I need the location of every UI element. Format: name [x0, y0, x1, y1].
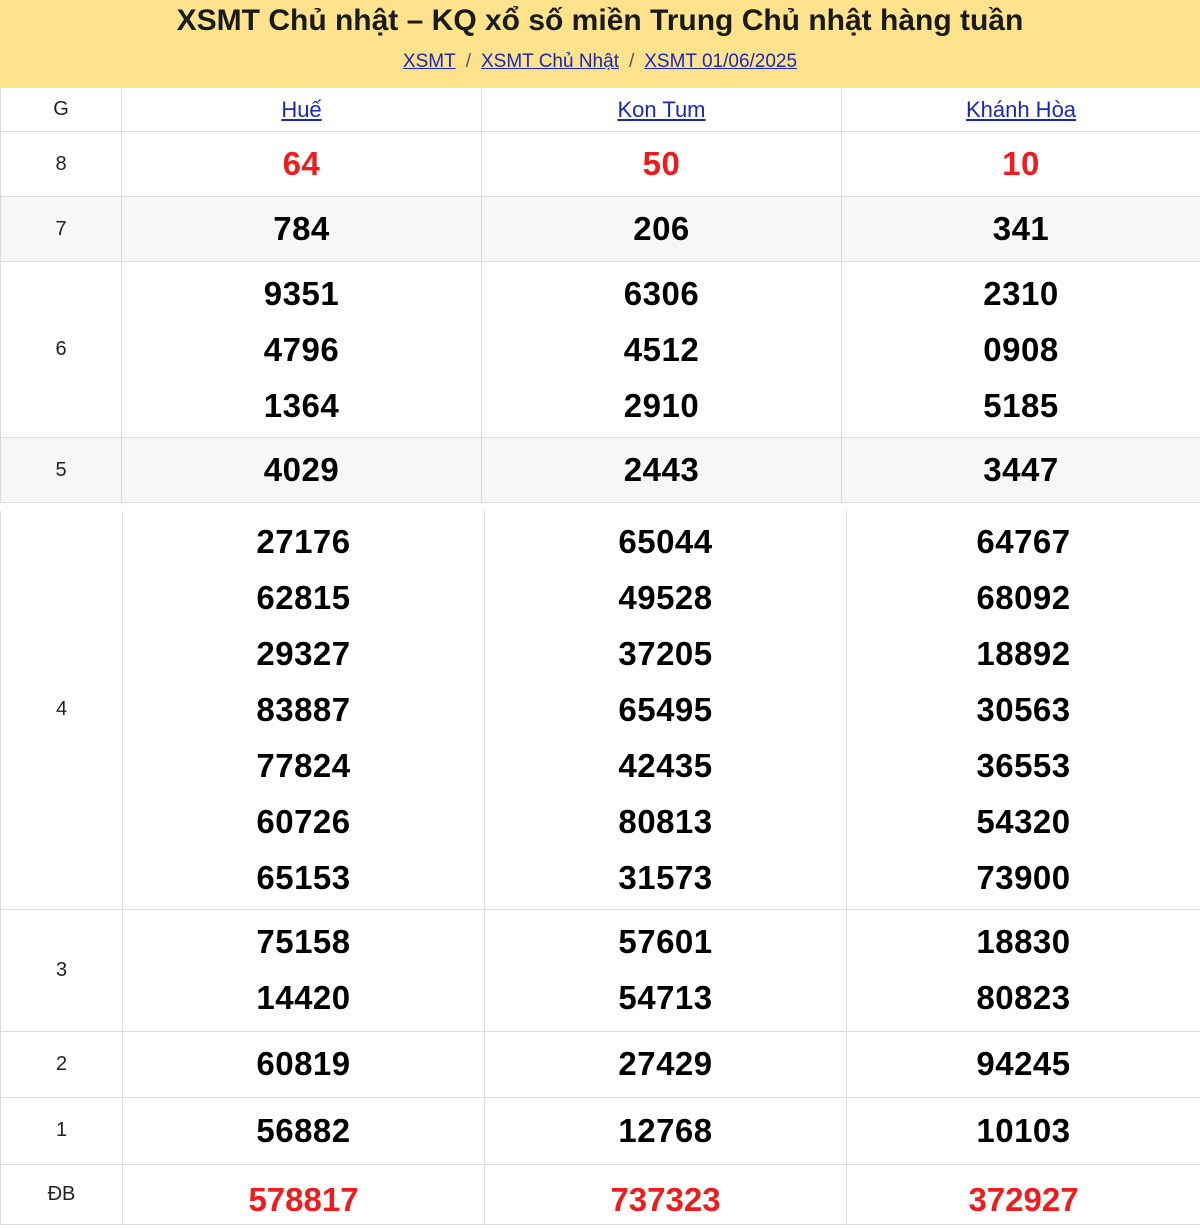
result-cell: [123, 1031, 485, 1097]
result-number: 65495: [485, 682, 846, 738]
results-table-top: [0, 87, 1200, 503]
result-cell: [847, 909, 1200, 1031]
page-title: XSMT Chủ nhật – KQ xổ số miền Trung Chủ nhật hàng tuần: [0, 3, 1200, 39]
result-number: 94245: [847, 1036, 1200, 1092]
result-number: 60819: [123, 1036, 484, 1092]
result-number: 37205: [485, 626, 846, 682]
result-number: 54713: [485, 970, 846, 1026]
breadcrumb-separator: /: [629, 51, 634, 72]
result-number: 2910: [482, 378, 841, 434]
result-cell: [847, 511, 1200, 909]
result-number: 31573: [485, 850, 846, 906]
result-number: 372927: [847, 1172, 1200, 1228]
result-number: 4796: [122, 322, 481, 378]
result-number: 36553: [847, 738, 1200, 794]
result-number: 60726: [123, 794, 484, 850]
prize-label: 1: [1, 1097, 123, 1164]
result-cell: [482, 132, 842, 197]
result-number: 73900: [847, 850, 1200, 906]
result-number: 30563: [847, 682, 1200, 738]
prize-row-2: [1, 1031, 1200, 1097]
result-cell: [842, 262, 1200, 438]
result-number: 578817: [123, 1172, 484, 1228]
result-number: 14420: [123, 970, 484, 1026]
result-number: 80813: [485, 794, 846, 850]
result-cell: [485, 1031, 847, 1097]
result-number: 9351: [122, 266, 481, 322]
result-cell: [482, 197, 842, 262]
prize-label: 6: [1, 262, 122, 438]
result-cell: [482, 438, 842, 503]
province-link-khanh-hoa[interactable]: Khánh Hòa: [966, 97, 1076, 122]
province-header-khanh-hoa: [842, 88, 1200, 132]
result-number: 18892: [847, 626, 1200, 682]
province-link-kon-tum[interactable]: Kon Tum: [617, 97, 705, 122]
result-number: 83887: [123, 682, 484, 738]
prize-label: 7: [1, 197, 122, 262]
result-number: 57601: [485, 914, 846, 970]
result-cell: [123, 511, 485, 909]
prize-row-8: [1, 132, 1200, 197]
result-number: 29327: [123, 626, 484, 682]
prize-row-6: [1, 262, 1200, 438]
result-number: 784: [122, 201, 481, 257]
result-number: 75158: [123, 914, 484, 970]
result-number: 737323: [485, 1172, 846, 1228]
prize-row-5: [1, 438, 1200, 503]
prize-row-4: [1, 511, 1200, 909]
result-number: 64: [122, 136, 481, 192]
result-cell: [842, 197, 1200, 262]
result-number: 54320: [847, 794, 1200, 850]
result-number: 68092: [847, 570, 1200, 626]
result-number: 49528: [485, 570, 846, 626]
breadcrumb-date[interactable]: XSMT 01/06/2025: [644, 51, 797, 72]
result-cell: [847, 1031, 1200, 1097]
result-cell: [122, 438, 482, 503]
result-number: 341: [842, 201, 1200, 257]
prize-label: 8: [1, 132, 122, 197]
result-cell: [485, 909, 847, 1031]
result-cell: [482, 262, 842, 438]
result-cell: [123, 909, 485, 1031]
result-number: 1364: [122, 378, 481, 434]
breadcrumb: [0, 49, 1200, 75]
prize-label: 2: [1, 1031, 123, 1097]
result-number: 4029: [122, 442, 481, 498]
province-header-kon-tum: [482, 88, 842, 132]
prize-label: 3: [1, 909, 123, 1031]
result-number: 5185: [842, 378, 1200, 434]
result-number: 2310: [842, 266, 1200, 322]
province-link-hue[interactable]: Huế: [281, 97, 321, 122]
result-cell: [122, 132, 482, 197]
prize-row-7: [1, 197, 1200, 262]
prize-row-special: [1, 1164, 1200, 1224]
result-number: 50: [482, 136, 841, 192]
results-table-bottom: [0, 511, 1200, 1225]
result-cell: [485, 1097, 847, 1164]
prize-column-header: G: [1, 88, 122, 132]
result-number: 6306: [482, 266, 841, 322]
prize-label: 5: [1, 438, 122, 503]
result-number: 27429: [485, 1036, 846, 1092]
result-cell: [123, 1097, 485, 1164]
result-number: 77824: [123, 738, 484, 794]
result-number: 65044: [485, 514, 846, 570]
result-number: 62815: [123, 570, 484, 626]
result-number: 42435: [485, 738, 846, 794]
result-cell: [123, 1164, 485, 1224]
result-cell: [842, 132, 1200, 197]
result-number: 206: [482, 201, 841, 257]
breadcrumb-xsmt[interactable]: XSMT: [403, 51, 456, 72]
result-number: 80823: [847, 970, 1200, 1026]
result-number: 64767: [847, 514, 1200, 570]
result-number: 10103: [847, 1103, 1200, 1159]
result-cell: [485, 1164, 847, 1224]
result-number: 56882: [123, 1103, 484, 1159]
prize-label: ĐB: [1, 1164, 123, 1224]
result-number: 3447: [842, 442, 1200, 498]
result-cell: [122, 197, 482, 262]
result-number: 65153: [123, 850, 484, 906]
result-cell: [485, 511, 847, 909]
prize-row-1: [1, 1097, 1200, 1164]
result-number: 2443: [482, 442, 841, 498]
result-number: 18830: [847, 914, 1200, 970]
table-header-row: [1, 88, 1200, 132]
breadcrumb-xsmt-chu-nhat[interactable]: XSMT Chủ Nhật: [481, 51, 619, 72]
result-cell: [122, 262, 482, 438]
result-number: 27176: [123, 514, 484, 570]
result-cell: [847, 1097, 1200, 1164]
breadcrumb-separator: /: [466, 51, 471, 72]
result-cell: [847, 1164, 1200, 1224]
result-number: 12768: [485, 1103, 846, 1159]
prize-label: 4: [1, 511, 123, 909]
prize-row-3: [1, 909, 1200, 1031]
result-number: 4512: [482, 322, 841, 378]
page-header: [0, 0, 1200, 87]
result-number: 0908: [842, 322, 1200, 378]
province-header-hue: [122, 88, 482, 132]
result-cell: [842, 438, 1200, 503]
result-number: 10: [842, 136, 1200, 192]
